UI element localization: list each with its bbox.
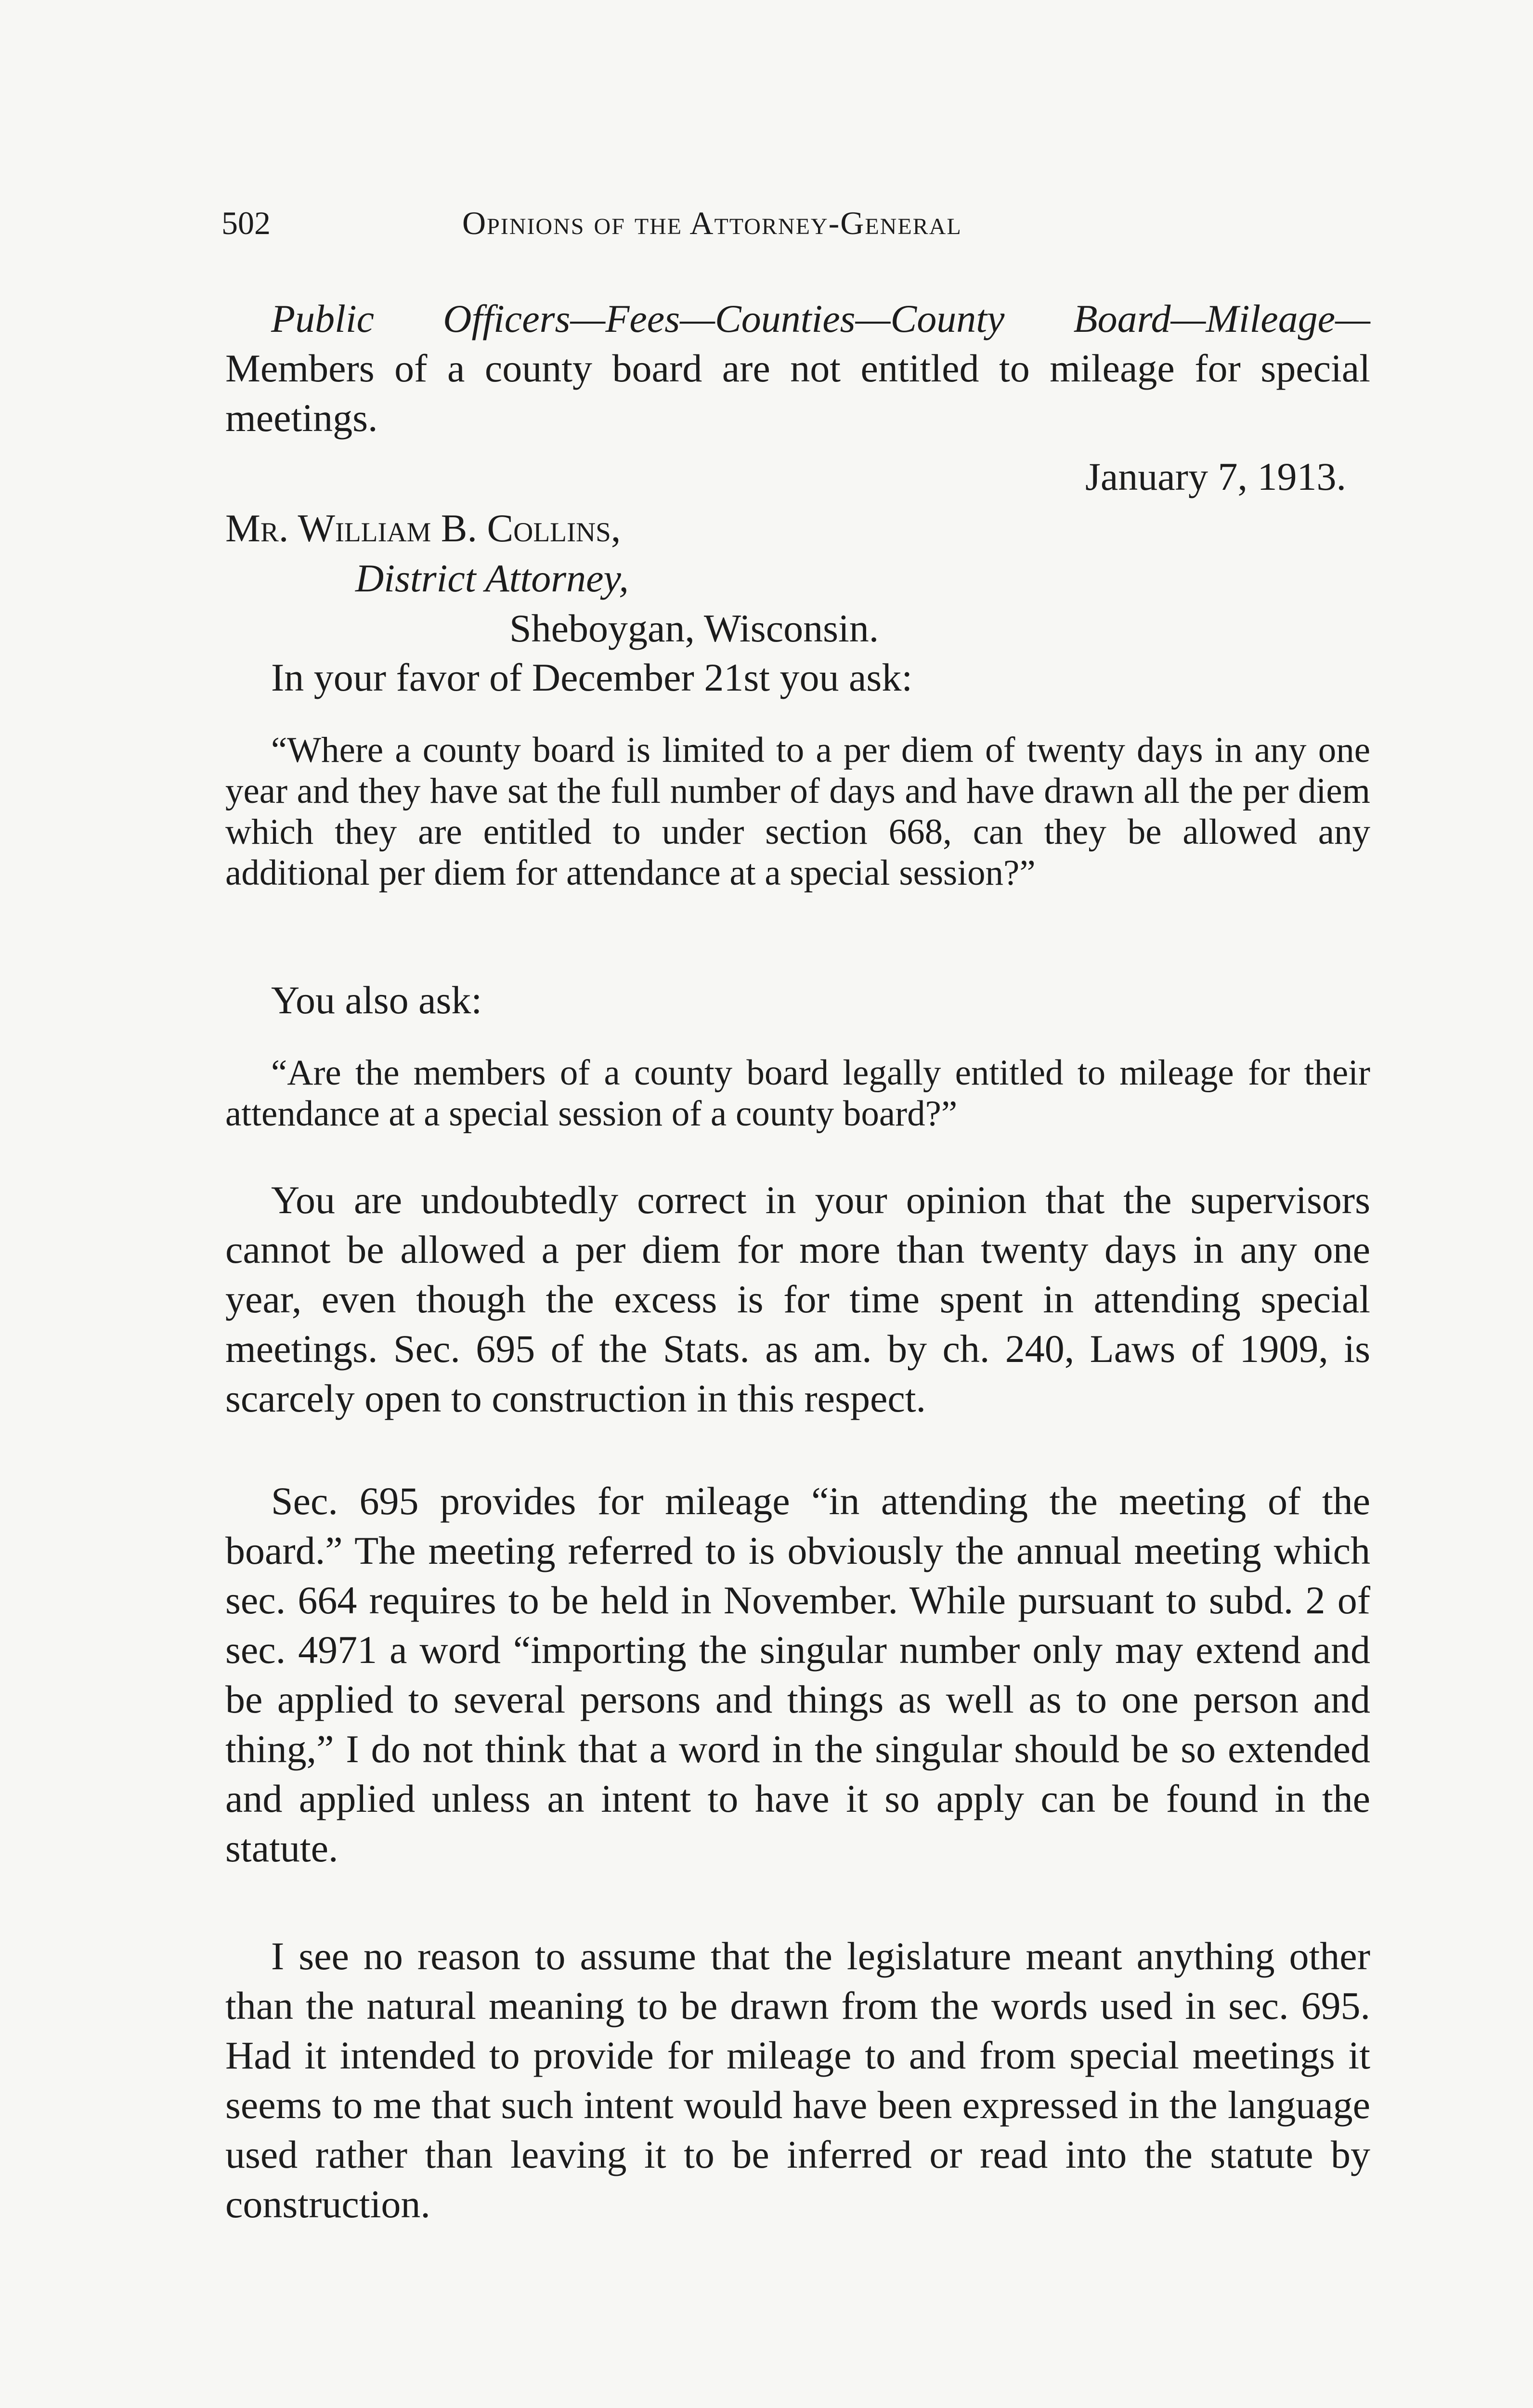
addressee-place: Sheboygan, Wisconsin. [509, 606, 879, 650]
page-header [221, 201, 1184, 245]
page-number: 502 [221, 205, 271, 241]
headnote-topics: Public Officers—Fees—Counties—County Board—Mileage— [271, 297, 1370, 340]
intro-paragraph: In your favor of December 21st you ask: [271, 655, 913, 699]
opinion-paragraph-1: You are undoubtedly correct in your opinion that the supervisors cannot be allowed a per diem for more than twenty days in any one year, even though the excess is for time spent in attending special meetings. Sec. 695 of the Stats. as am. by ch. 240, Laws of 1909, is scarcely open to construction in this respect. [225, 1178, 1370, 1420]
letter-date: January 7, 1913. [1085, 455, 1346, 498]
headnote-summary: Members of a county board are not entitled to mileage for special meetings. [225, 346, 1370, 440]
quoted-question-2: “Are the members of a county board legally entitled to mileage for their attendance at a special session of a county board?” [225, 1053, 1370, 1134]
addressee-block [225, 503, 879, 654]
also-ask-paragraph: You also ask: [271, 978, 482, 1022]
headnote [225, 294, 1370, 443]
opinion-paragraph-2: Sec. 695 provides for mileage “in attending the meeting of the board.” The meeting referred to is obviously the annual meeting which sec. 664 requires to be held in November. While pursuant to subd. 2 of sec. 4971 a word “importing the singular number only may extend and be applied to several persons and things as well as to one person and thing,” I do not think that a word in the singular should be so extended and applied unless an intent to have it so apply can be found in the statute. [225, 1479, 1370, 1870]
addressee-name: Mr. William B. Collins, [225, 506, 621, 550]
opinion-paragraph-3: I see no reason to assume that the legislature meant anything other than the natural meaning to be drawn from the words used in sec. 695. Had it intended to provide for mileage to and from special meetings it seems to me that such intent would have been expressed in the language used rather than leaving it to be inferred or read into the statute by construction. [225, 1934, 1370, 2226]
quoted-question-1: “Where a county board is limited to a per diem of twenty days in any one year and they have sat the full number of days and have drawn all the per diem which they are entitled to under section 668, can they be allowed any additional per diem for attendance at a special session?” [225, 730, 1370, 893]
addressee-title: District Attorney, [355, 556, 629, 600]
running-title: Opinions of the Attorney-General [462, 205, 962, 241]
